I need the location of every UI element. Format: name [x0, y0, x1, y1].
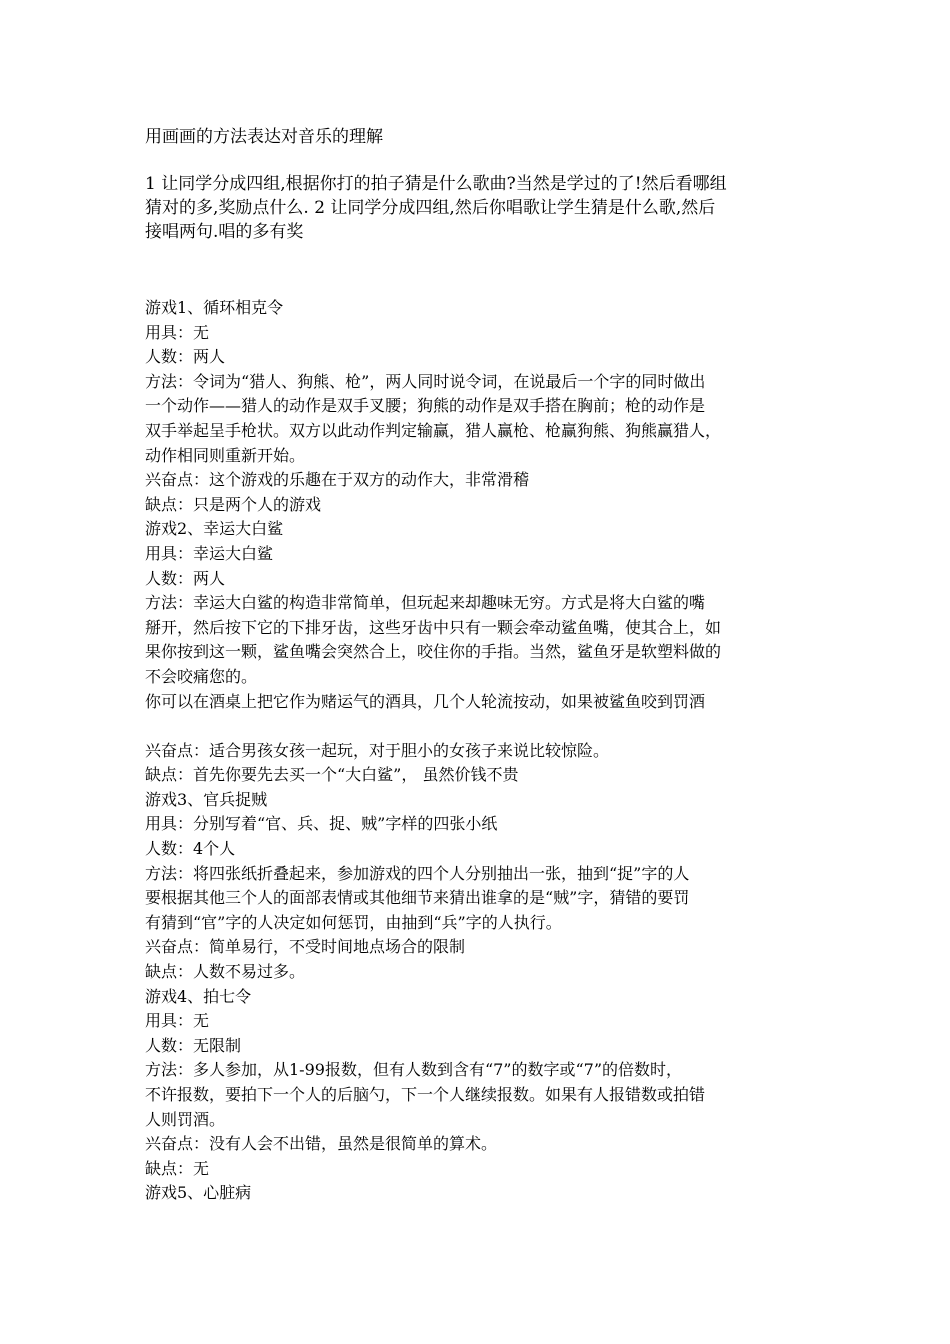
body-line: 用具：无: [145, 1011, 210, 1031]
intro-line: 1 让同学分成四组,根据你打的拍子猜是什么歌曲?当然是学过的了!然后看哪组: [145, 174, 727, 194]
body-line: 你可以在酒桌上把它作为赌运气的酒具，几个人轮流按动，如果被鲨鱼咬到罚酒: [145, 691, 706, 711]
body-line: 缺点：只是两个人的游戏: [145, 494, 322, 514]
body-line: 缺点：人数不易过多。: [145, 962, 306, 982]
body-line: 人数：两人: [145, 347, 226, 367]
body-line: 双手举起呈手枪状。双方以此动作判定输赢，猎人赢枪、枪赢狗熊、狗熊赢猎人，: [145, 420, 722, 440]
body-line: 有猜到“官”字的人决定如何惩罚，由抽到“兵”字的人执行。: [145, 912, 562, 932]
body-line: 方法：将四张纸折叠起来，参加游戏的四个人分别抽出一张，抽到“捉”字的人: [145, 863, 690, 883]
intro-paragraph: [145, 172, 813, 244]
body-line: 果你按到这一颗，鲨鱼嘴会突然合上，咬住你的手指。当然，鲨鱼牙是软塑料做的: [145, 642, 722, 662]
body-line: 人数：4个人: [145, 839, 236, 859]
body-line: 人数：两人: [145, 568, 226, 588]
body-line: 兴奋点：这个游戏的乐趣在于双方的动作大，非常滑稽: [145, 470, 530, 490]
game-heading: 游戏2、幸运大白鲨: [145, 519, 284, 539]
game-heading: 游戏5、心脏病: [145, 1183, 252, 1203]
body-line: 动作相同则重新开始。: [145, 445, 306, 465]
intro-line: 猜对的多,奖励点什么. 2 让同学分成四组,然后你唱歌让学生猜是什么歌,然后: [145, 198, 716, 218]
body-line: 一个动作——猎人的动作是双手叉腰；狗熊的动作是双手搭在胸前；枪的动作是: [145, 396, 706, 416]
game-heading: 游戏3、官兵捉贼: [145, 789, 268, 809]
document-title: 用画画的方法表达对音乐的理解: [145, 127, 383, 147]
body-line: 方法：幸运大白鲨的构造非常简单，但玩起来却趣味无穷。方式是将大白鲨的嘴: [145, 593, 706, 613]
body-line: 掰开，然后按下它的下排牙齿，这些牙齿中只有一颗会牵动鲨鱼嘴，使其合上，如: [145, 617, 722, 637]
body-line: 方法：令词为“猎人、狗熊、枪”，两人同时说令词，在说最后一个字的同时做出: [145, 371, 706, 391]
body-line: 人数：无限制: [145, 1035, 242, 1055]
body-line: 不会咬痛您的。: [145, 666, 258, 686]
blank-line: [145, 714, 813, 739]
body-line: 缺点：无: [145, 1158, 210, 1178]
body-line: 不许报数，要拍下一个人的后脑勺，下一个人继续报数。如果有人报错数或拍错: [145, 1085, 706, 1104]
body-line: 兴奋点：简单易行，不受时间地点场合的限制: [145, 937, 466, 957]
body-line: 用具：幸运大白鲨: [145, 543, 274, 563]
intro-line: 接唱两句.唱的多有奖: [145, 222, 304, 242]
game-heading: 游戏4、拍七令: [145, 986, 252, 1006]
body-line: 人则罚酒。: [145, 1109, 226, 1129]
game-heading: 游戏1、循环相克令: [145, 298, 284, 317]
body-line: 方法：多人参加，从1-99报数，但有人数到含有“7”的数字或“7”的倍数时，: [145, 1060, 683, 1080]
body-line: 兴奋点：适合男孩女孩一起玩，对于胆小的女孩子来说比较惊险。: [145, 740, 610, 760]
body-line: 用具：分别写着“官、兵、捉、贼”字样的四张小纸: [145, 814, 498, 834]
body-line: 兴奋点：没有人会不出错，虽然是很简单的算术。: [145, 1134, 498, 1154]
body-line: 缺点：首先你要先去买一个“大白鲨”， 虽然价钱不贵: [145, 765, 519, 785]
games-section: [145, 296, 813, 1206]
body-line: 要根据其他三个人的面部表情或其他细节来猜出谁拿的是“贼”字，猜错的要罚: [145, 888, 690, 908]
body-line: 用具：无: [145, 322, 210, 342]
